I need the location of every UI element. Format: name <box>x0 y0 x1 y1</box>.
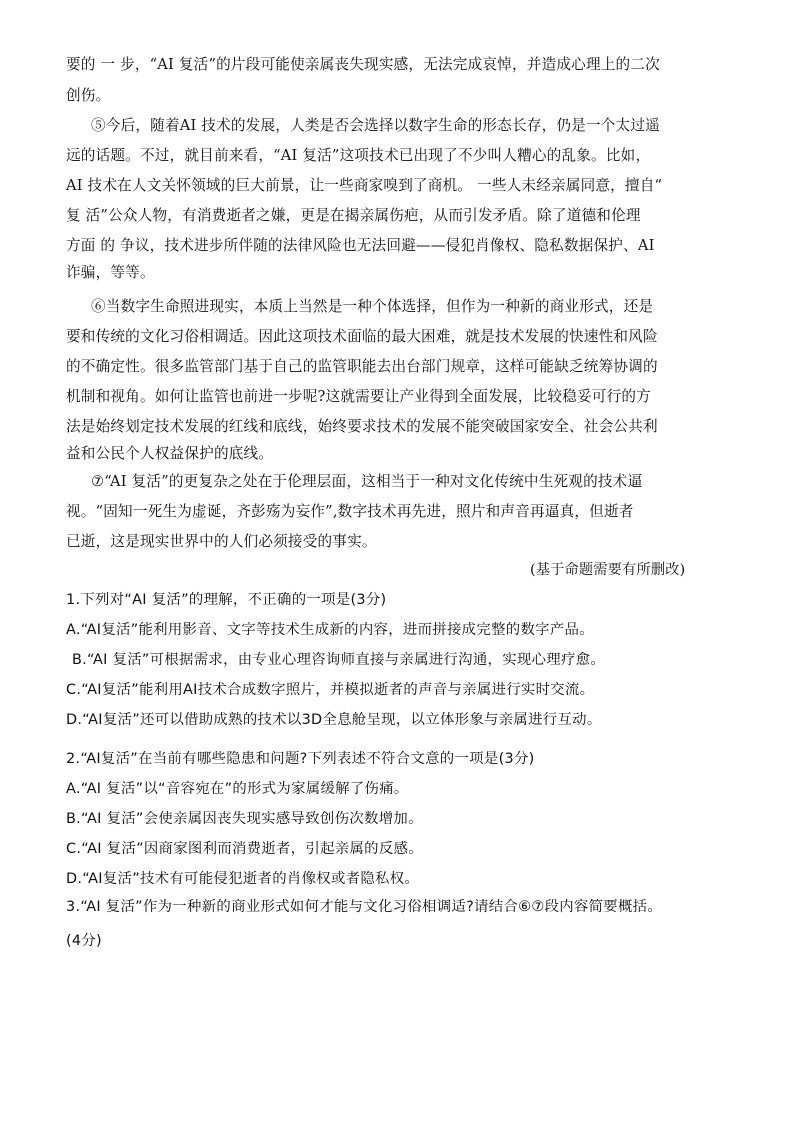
question-score: (4分) <box>66 933 102 949</box>
passage-line: ⑦“AI 复活”的更复杂之处在于伦理层面，这相当于一种对文化传统中生死观的技术逼 <box>91 473 643 490</box>
passage-line: 要和传统的文化习俗相调适。因此这项技术面临的最大困难，就是技术发展的快速性和风险 <box>66 328 658 345</box>
passage-line: 诈骗，等等。 <box>66 264 155 281</box>
passage-line: 益和公民个人权益保护的底线。 <box>66 445 274 462</box>
option-a: A.“AI复活”能利用影音、文字等技术生成新的内容，进而拼接成完整的数字产品。 <box>66 622 594 638</box>
passage-line: 机制和视角。如何让监管也前进一步呢?这就需要让产业得到全面发展，比较稳妥可行的方 <box>66 388 651 405</box>
passage-line: 创伤。 <box>66 87 111 104</box>
option-b: B.“AI 复活”会使亲属因丧失现实感导致创伤次数增加。 <box>66 811 423 827</box>
passage-line: ⑤今后，随着AI 技术的发展，人类是否会选择以数字生命的形态长存，仍是一个太过遥 <box>91 117 660 134</box>
source-note: (基于命题需要有所删改) <box>530 562 686 578</box>
passage-line: 的不确定性。很多监管部门基于自己的监管职能去出台部门规章，这样可能缺乏统筹协调的 <box>66 358 658 375</box>
option-c: C.“AI 复活”因商家图利而消费逝者，引起亲属的反感。 <box>66 841 423 857</box>
passage-line: 复 活”公众人物，有消费逝者之嫌，更是在揭亲属伤疤，从而引发矛盾。除了道德和伦理 <box>66 207 641 224</box>
option-d: D.“AI复活”还可以借助成熟的技术以3D全息舱呈现，以立体形象与亲属进行互动。 <box>66 712 602 728</box>
passage-line: 已逝，这是现实世界中的人们必须接受的事实。 <box>66 533 377 550</box>
question-stem: 3.“AI 复活”作为一种新的商业形式如何才能与文化习俗相调适?请结合⑥⑦段内容简要概括。 <box>66 899 663 915</box>
passage-line: 远的话题。不过，就目前来看，“AI 复活”这项技术已出现了不少叫人糟心的乱象。比如， <box>66 147 651 164</box>
passage-line: ⑥当数字生命照进现实，本质上当然是一种个体选择，但作为一种新的商业形式，还是 <box>91 298 654 315</box>
option-a: A.“AI 复活”以“音容宛在”的形式为家属缓解了伤痛。 <box>66 781 409 797</box>
question-stem: 1.下列对“AI 复活”的理解，不正确的一项是(3分) <box>66 592 387 608</box>
passage-line: AI 技术在人文关怀领域的巨大前景，让一些商家嗅到了商机。 一些人未经亲属同意，擅自“ <box>66 177 663 194</box>
option-c: C.“AI复活”能利用AI技术合成数字照片，并模拟逝者的声音与亲属进行实时交流。 <box>66 682 595 698</box>
question-stem: 2.“AI复活”在当前有哪些隐患和问题?下列表述不符合文意的一项是(3分) <box>66 751 535 767</box>
passage-line: 要的 一 步，“AI 复活”的片段可能使亲属丧失现实感，无法完成哀悼，并造成心理上的二次 <box>66 56 660 73</box>
passage-line: 方面 的 争议，技术进步所伴随的法律风险也无法回避——侵犯肖像权、隐私数据保护、AI <box>66 237 655 254</box>
passage-line: 法是始终划定技术发展的红线和底线，始终要求技术的发展不能突破国家安全、社会公共利 <box>66 418 658 435</box>
passage-line: 视。“固知一死生为虚诞，齐彭殇为妄作”,数字技术再先进，照片和声音再逼真，但逝者 <box>66 503 634 520</box>
option-b: B.“AI 复活”可根据需求，由专业心理咨询师直接与亲属进行沟通，实现心理疗愈。 <box>72 652 606 668</box>
option-d: D.“AI复活”技术有可能侵犯逝者的肖像权或者隐私权。 <box>66 871 420 887</box>
